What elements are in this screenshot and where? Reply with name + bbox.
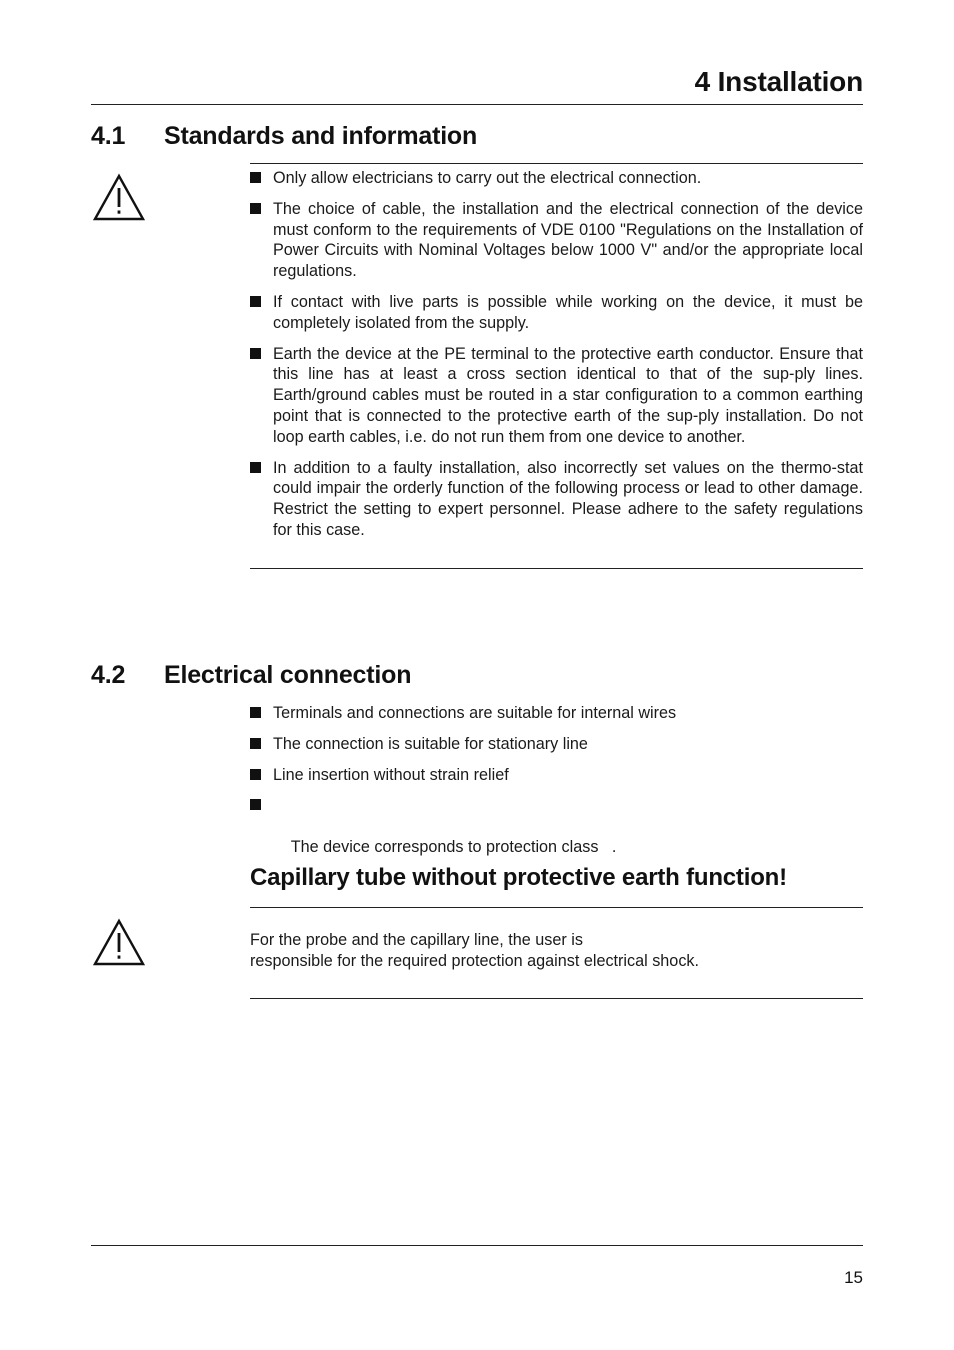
section-heading-4-1 (91, 122, 863, 154)
warning-rule-bottom (250, 998, 863, 999)
bullet-square-icon (250, 296, 261, 307)
header-rule (91, 104, 863, 105)
bullet-square-icon (250, 769, 261, 780)
bullet-square-icon (250, 203, 261, 214)
footer-rule (91, 1245, 863, 1246)
list-item (250, 458, 863, 541)
warning-rule-top (250, 907, 863, 908)
capillary-warning-text (250, 930, 863, 972)
list-item-text: The connection is suitable for stationary line (273, 734, 588, 753)
section-number: 4.2 (91, 661, 126, 689)
bullet-square-icon (250, 462, 261, 473)
section-heading-4-2 (91, 661, 863, 693)
bullet-square-icon (250, 738, 261, 749)
bullet-square-icon (250, 799, 261, 810)
warning-triangle-icon (93, 918, 145, 966)
warning-text-line: responsible for the required protection against electrical shock. (250, 951, 699, 970)
list-item-text: Earth the device at the PE terminal to the protective earth conductor. Ensure that this line has at least a cross section identical to that of the sup-ply lines. Earth/ground cables must be routed in a star configuration to a common earthing point that is connected to the protective earth of the sup-ply installation. Do not loop earth cables, i.e. do not run them from one device to another. (273, 344, 863, 446)
list-item-text: In addition to a faulty installation, also incorrectly set values on the thermo-stat could impair the orderly function of the following process or lead to other damage. Restrict the setting to expert personnel. Please adhere to the safety regulations for this case. (273, 458, 863, 539)
list-item-text: Only allow electricians to carry out the electrical connection. (273, 169, 702, 187)
list-item (250, 168, 863, 189)
section-rule-top (250, 163, 863, 164)
bullet-square-icon (250, 172, 261, 183)
section-number: 4.1 (91, 122, 126, 150)
connection-list (250, 703, 863, 879)
list-item-text: The choice of cable, the installation and the electrical connection of the device must conform to the requirements of VDE 0100 "Regulations on the Installation of Power Circuits with Nominal Voltages below 1000 V" and/or the appropriate local regulations. (273, 199, 863, 281)
warning-text-line: For the probe and the capillary line, the user is (250, 931, 583, 949)
section-title: Electrical connection (164, 661, 412, 689)
standards-list (250, 168, 863, 541)
list-item (250, 344, 863, 448)
list-item (250, 199, 863, 282)
list-item (250, 703, 863, 724)
section-title: Standards and information (164, 122, 478, 150)
list-item-text: If contact with live parts is possible while working on the device, it must be completely isolated from the supply. (273, 292, 863, 332)
warning-triangle-icon (93, 173, 145, 221)
list-item (250, 292, 863, 334)
capillary-warning-heading: Capillary tube without protective earth function! (250, 864, 787, 891)
page-number: 15 (844, 1268, 863, 1287)
bullet-square-icon (250, 348, 261, 359)
list-item-text: The device corresponds to protection class . (290, 837, 617, 856)
section-rule-bottom (250, 568, 863, 569)
chapter-title: 4 Installation (694, 66, 863, 97)
bullet-square-icon (250, 707, 261, 718)
list-item-text: Terminals and connections are suitable for internal wires (273, 704, 677, 722)
list-item (250, 765, 863, 786)
list-item (250, 734, 863, 755)
list-item-text: Line insertion without strain relief (273, 765, 509, 784)
